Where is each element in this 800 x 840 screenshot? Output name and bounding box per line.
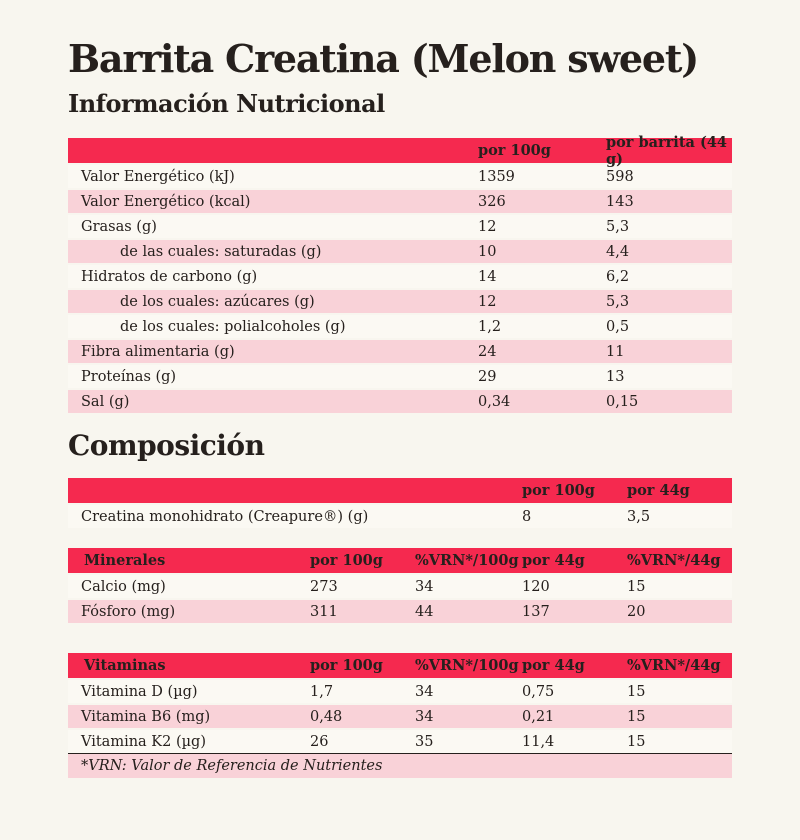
row-value-vrn100g: 44: [415, 603, 434, 620]
row-value-per100g: 26: [310, 733, 329, 750]
header-per-barrita: por barrita (44 g): [606, 133, 727, 168]
header-vrn-44g: %VRN*/44g: [627, 552, 721, 569]
creatine-table-header: [68, 478, 732, 503]
vrn-footnote: *VRN: Valor de Referencia de Nutrientes: [81, 758, 383, 774]
header-vrn-100g: %VRN*/100g: [415, 552, 519, 569]
row-label: de las cuales: saturadas (g): [120, 243, 322, 260]
table-row: [68, 213, 732, 238]
row-value-per100g: 311: [310, 603, 338, 620]
minerals-table-header: [68, 548, 732, 573]
row-value-vrn44g: 15: [627, 578, 646, 595]
row-label: Vitamina K2 (µg): [81, 733, 206, 750]
table-row: [68, 313, 732, 338]
table-row: [68, 728, 732, 753]
row-value-per100g: 24: [478, 343, 497, 360]
minerals-table: [68, 548, 732, 623]
nutrition-table: [68, 133, 732, 413]
row-value-perbar: 0,15: [606, 393, 639, 410]
row-value-per100g: 1359: [478, 168, 515, 185]
table-row: [68, 188, 732, 213]
row-value-perbar: 6,2: [606, 268, 630, 285]
table-row: [68, 338, 732, 363]
table-row: [68, 503, 732, 528]
row-value-per44g: 120: [522, 578, 550, 595]
row-label: Creatina monohidrato (Creapure®) (g): [81, 508, 369, 525]
header-vitaminas: Vitaminas: [84, 657, 166, 674]
table-row: [68, 703, 732, 728]
row-value-vrn44g: 15: [627, 683, 646, 700]
row-label: de los cuales: azúcares (g): [120, 293, 315, 310]
row-label: de los cuales: polialcoholes (g): [120, 318, 346, 335]
table-row: [68, 678, 732, 703]
table-row: [68, 598, 732, 623]
row-value-per44g: 0,75: [522, 683, 555, 700]
row-label: Grasas (g): [81, 218, 157, 235]
table-row: [68, 388, 732, 413]
row-label: Proteínas (g): [81, 368, 177, 385]
row-value-perbar: 5,3: [606, 218, 630, 235]
section-heading-composicion: Composición: [68, 429, 265, 462]
nutrition-table-header: [68, 133, 732, 168]
row-label: Calcio (mg): [81, 578, 166, 595]
row-value-per44g: 0,21: [522, 708, 555, 725]
row-value-vrn44g: 15: [627, 733, 646, 750]
row-value-perbar: 0,5: [606, 318, 630, 335]
table-row: [68, 288, 732, 313]
row-value-per100g: 326: [478, 193, 506, 210]
nutrition-label-page: [68, 36, 732, 778]
table-row: [68, 263, 732, 288]
row-value-vrn100g: 34: [415, 683, 434, 700]
header-per-44g: por 44g: [522, 552, 585, 569]
row-label: Vitamina B6 (mg): [81, 708, 211, 725]
row-value-per44g: 11,4: [522, 733, 555, 750]
row-value-perbar: 143: [606, 193, 634, 210]
row-value-per100g: 12: [478, 293, 497, 310]
row-value-per44g: 3,5: [627, 508, 651, 525]
row-value-per100g: 1,2: [478, 318, 502, 335]
row-value-perbar: 598: [606, 168, 634, 185]
header-per-100g: por 100g: [310, 552, 383, 569]
row-label: Hidratos de carbono (g): [81, 268, 258, 285]
row-value-perbar: 5,3: [606, 293, 630, 310]
header-per-100g: por 100g: [522, 482, 595, 499]
row-value-vrn44g: 15: [627, 708, 646, 725]
row-value-per100g: 12: [478, 218, 497, 235]
row-value-per100g: 0,48: [310, 708, 343, 725]
section-heading-informacion-nutricional: Información Nutricional: [68, 89, 385, 118]
row-value-vrn100g: 34: [415, 578, 434, 595]
row-value-per100g: 10: [478, 243, 497, 260]
row-label: Valor Energético (kJ): [81, 168, 235, 185]
row-value-vrn100g: 34: [415, 708, 434, 725]
row-value-per100g: 8: [522, 508, 532, 525]
row-label: Valor Energético (kcal): [81, 193, 251, 210]
vrn-footnote-row: [68, 753, 732, 778]
header-per-44g: por 44g: [627, 482, 690, 499]
header-minerales: Minerales: [84, 552, 166, 569]
header-per-44g: por 44g: [522, 657, 585, 674]
row-label: Fósforo (mg): [81, 603, 176, 620]
row-value-perbar: 11: [606, 343, 625, 360]
table-row: [68, 573, 732, 598]
header-per-100g: por 100g: [478, 142, 551, 159]
row-value-per100g: 0,34: [478, 393, 511, 410]
table-row: [68, 363, 732, 388]
row-value-per100g: 14: [478, 268, 497, 285]
vitamins-table-header: [68, 653, 732, 678]
row-value-per100g: 29: [478, 368, 497, 385]
vitamins-table: [68, 653, 732, 778]
row-value-perbar: 4,4: [606, 243, 630, 260]
row-value-per100g: 1,7: [310, 683, 334, 700]
row-label: Vitamina D (µg): [81, 683, 198, 700]
header-per-100g: por 100g: [310, 657, 383, 674]
table-row: [68, 238, 732, 263]
page-title: Barrita Creatina (Melon sweet): [68, 36, 699, 81]
row-value-perbar: 13: [606, 368, 625, 385]
row-value-vrn100g: 35: [415, 733, 434, 750]
row-label: Sal (g): [81, 393, 130, 410]
header-vrn-100g: %VRN*/100g: [415, 657, 519, 674]
row-label: Fibra alimentaria (g): [81, 343, 235, 360]
header-vrn-44g: %VRN*/44g: [627, 657, 721, 674]
row-value-per44g: 137: [522, 603, 550, 620]
creatine-table: [68, 478, 732, 528]
row-value-per100g: 273: [310, 578, 338, 595]
row-value-vrn44g: 20: [627, 603, 646, 620]
